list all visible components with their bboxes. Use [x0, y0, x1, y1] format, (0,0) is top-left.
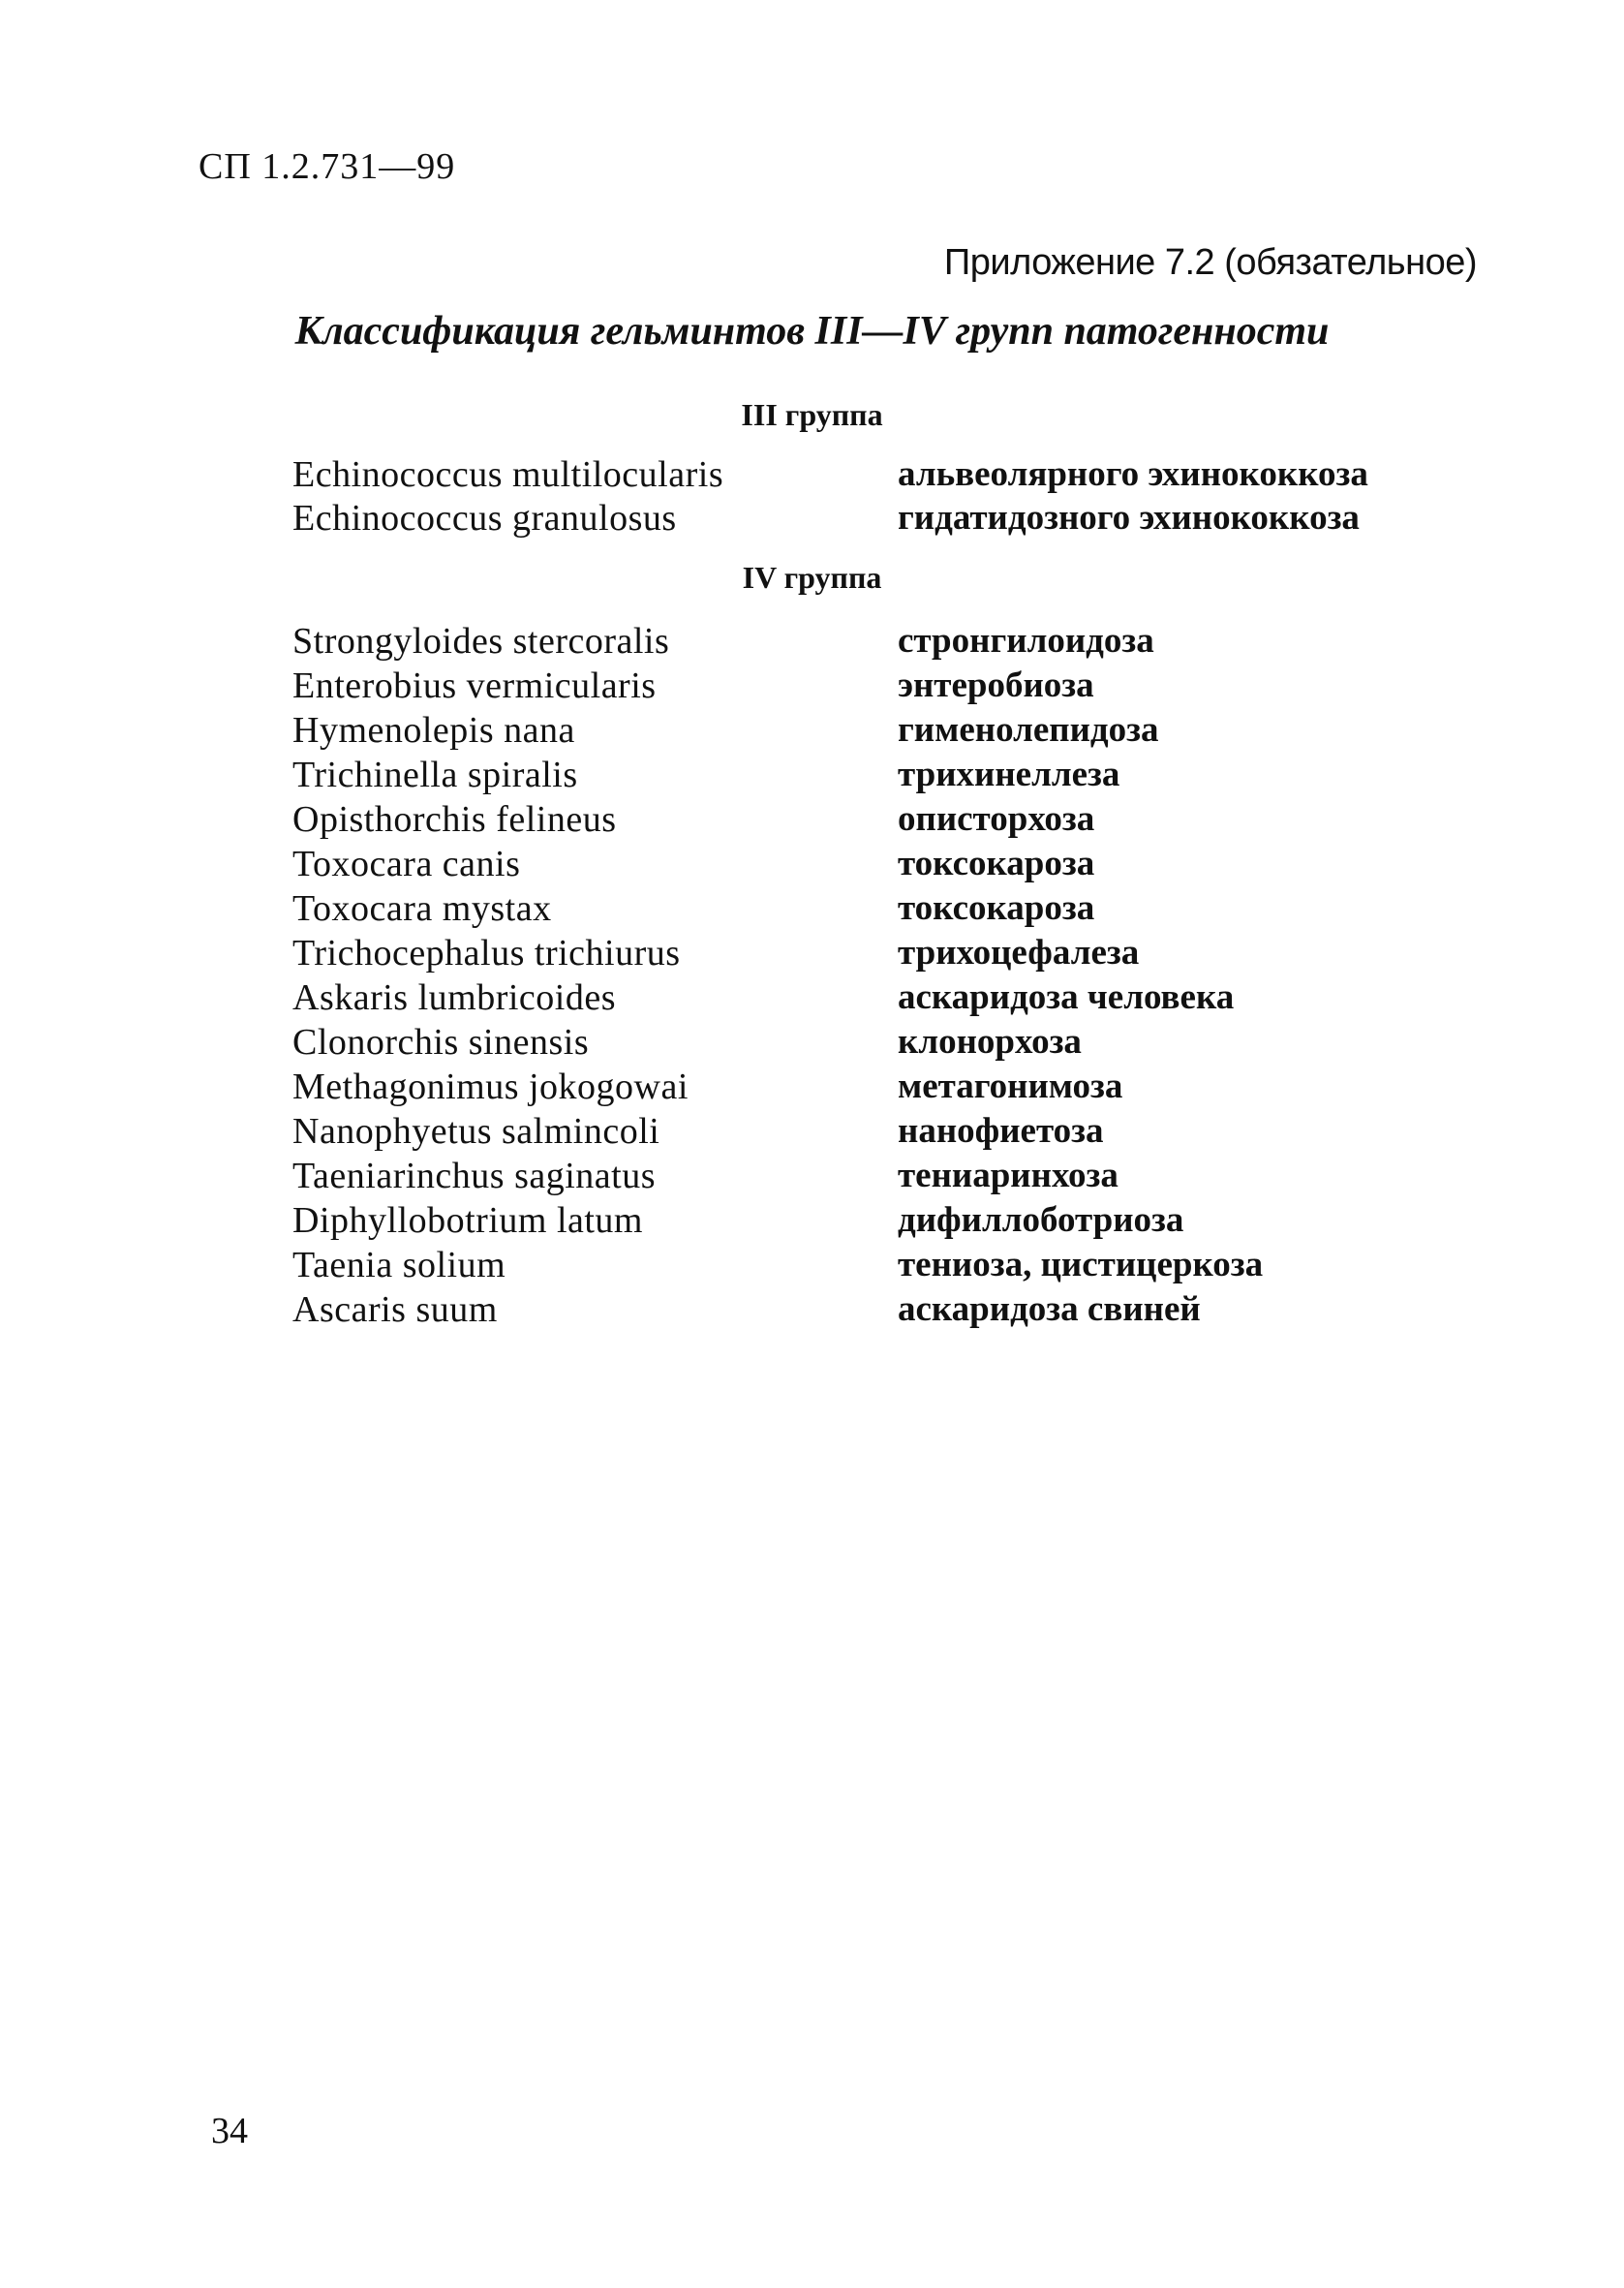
table-row [292, 1066, 1455, 1110]
disease-name: альвеолярного эхинококкоза [898, 454, 1368, 494]
latin-name: Opisthorchis felineus [292, 799, 617, 840]
document-code: СП 1.2.731—99 [199, 146, 456, 187]
disease-name: гименолепидоза [898, 710, 1159, 750]
disease-name: дифиллоботриоза [898, 1200, 1184, 1240]
latin-name: Toxocara canis [292, 844, 521, 884]
latin-name: Trichocephalus trichiurus [292, 933, 681, 974]
table-row [292, 709, 1455, 754]
disease-name: описторхоза [898, 799, 1095, 839]
table-row [292, 665, 1455, 709]
disease-name: гидатидозного эхинококкоза [898, 498, 1360, 538]
table-row [292, 1199, 1455, 1244]
disease-name: аскаридоза свиней [898, 1289, 1201, 1329]
table-row [292, 497, 1455, 541]
table-row [292, 843, 1455, 887]
latin-name: Trichinella spiralis [292, 755, 578, 795]
table-row [292, 887, 1455, 932]
latin-name: Strongyloides stercoralis [292, 621, 670, 662]
latin-name: Ascaris suum [292, 1289, 498, 1330]
table-row [292, 1244, 1455, 1288]
latin-name: Taenia solium [292, 1245, 506, 1285]
group-heading-iii: III группа [741, 397, 883, 432]
disease-name: нанофиетоза [898, 1111, 1104, 1151]
table-row [292, 620, 1455, 665]
disease-name: аскаридоза человека [898, 977, 1235, 1017]
disease-name: трихоцефалеза [898, 933, 1140, 973]
disease-name: энтеробиоза [898, 665, 1094, 705]
table-row [292, 1288, 1455, 1333]
disease-name: трихинеллеза [898, 755, 1120, 794]
disease-name: метагонимоза [898, 1067, 1123, 1106]
appendix-label: Приложение 7.2 (обязательное) [943, 242, 1477, 283]
disease-name: тениаринхоза [898, 1156, 1118, 1195]
latin-name: Askaris lumbricoides [292, 977, 617, 1018]
latin-name: Diphyllobotrium latum [292, 1200, 643, 1241]
table-row [292, 1021, 1455, 1066]
latin-name: Echinococcus granulosus [292, 498, 677, 539]
disease-name: тениоза, цистицеркоза [898, 1245, 1264, 1284]
table-row [292, 798, 1455, 843]
table-row [292, 932, 1455, 976]
disease-name: токсокароза [898, 844, 1095, 883]
disease-name: клонорхоза [898, 1022, 1082, 1062]
group-heading-iv: IV группа [742, 560, 882, 595]
table-row [292, 754, 1455, 798]
page-title: Классификация гельминтов III—IV групп патогенности [294, 309, 1330, 354]
page-number: 34 [211, 2111, 248, 2151]
latin-name: Methagonimus jokogowai [292, 1067, 689, 1107]
latin-name: Toxocara mystax [292, 888, 552, 929]
group-iv-table [292, 620, 1455, 1333]
latin-name: Taeniarinchus saginatus [292, 1156, 657, 1196]
table-row [292, 1110, 1455, 1155]
disease-name: токсокароза [898, 888, 1095, 928]
group-iii-table [292, 453, 1455, 541]
disease-name: стронгилоидоза [898, 621, 1154, 661]
latin-name: Nanophyetus salmincoli [292, 1111, 660, 1152]
latin-name: Enterobius vermicularis [292, 665, 657, 706]
latin-name: Clonorchis sinensis [292, 1022, 590, 1063]
table-row [292, 453, 1455, 497]
table-row [292, 1155, 1455, 1199]
table-row [292, 976, 1455, 1021]
latin-name: Hymenolepis nana [292, 710, 575, 751]
latin-name: Echinococcus multilocularis [292, 454, 724, 495]
